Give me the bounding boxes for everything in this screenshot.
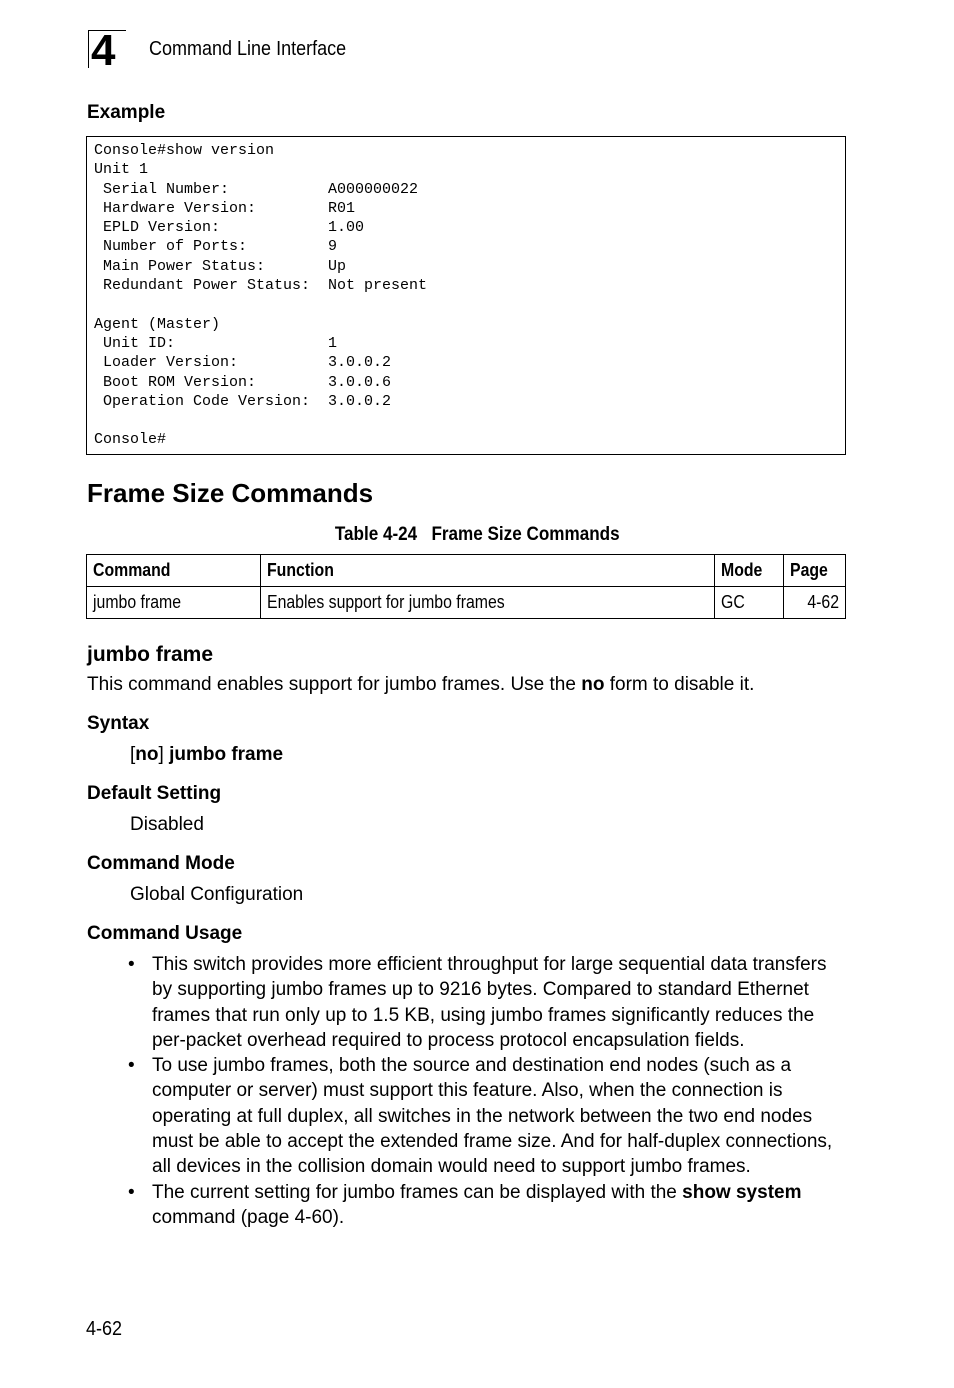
table-cell-mode: GC xyxy=(715,587,784,619)
table-header-command: Command xyxy=(87,555,261,587)
command-usage-list xyxy=(128,952,848,1230)
example-heading: Example xyxy=(87,102,166,123)
page-header xyxy=(88,26,488,75)
chapter-number: 4 xyxy=(88,30,126,68)
table-caption: Table 4-24 Frame Size Commands xyxy=(334,524,620,545)
table-header-mode: Mode xyxy=(715,555,784,587)
command-mode-heading: Command Mode xyxy=(87,853,235,874)
table-row xyxy=(87,587,846,619)
list-item: • The current setting for jumbo frames can be displayed with the show system command (page 4-60). xyxy=(128,1181,802,1228)
console-example: Console#show version Unit 1 Serial Number: A000000022 Hardware Version: R01 EPLD Version: 1.00 Number of Ports: 9 Main Power Status: Up Redundant Power Status: Not present Agent (Master) Unit ID: 1 Loader Version: 3.0.0.2 Boot ROM Version: 3.0.0.6 Operation Code Version: 3.0.0.2 Console# xyxy=(86,136,846,455)
command-mode-value: Global Configuration xyxy=(130,884,304,905)
table-cell-page: 4-62 xyxy=(784,587,846,619)
list-item: • To use jumbo frames, both the source and destination end nodes (such as a computer or server) must support this feature. Also, when the connection is operating at full duplex, all switches in the network between the two end nodes must be able to accept the extended frame size. And for half-duplex connections, all devices in the collision domain would need to support jumbo frames. xyxy=(128,1055,833,1178)
command-description: This command enables support for jumbo frames. Use the no form to disable it. xyxy=(87,674,755,695)
table-cell-function: Enables support for jumbo frames xyxy=(260,587,714,619)
table-header-function: Function xyxy=(260,555,714,587)
chapter-title: Command Line Interface xyxy=(149,38,347,60)
page-number: 4-62 xyxy=(86,1318,123,1340)
list-item: • This switch provides more efficient throughput for large sequential data transfers by supporting jumbo frames up to 9216 bytes. Compared to standard Ethernet frames that run only up to 1.5 KB, using jumbo frames significantly reduces the per-packet overhead required to process protocol encapsulation fields. xyxy=(128,954,827,1051)
command-usage-heading: Command Usage xyxy=(87,923,243,944)
default-setting-value: Disabled xyxy=(130,814,204,835)
default-setting-heading: Default Setting xyxy=(87,783,222,804)
table-cell-command: jumbo frame xyxy=(87,587,261,619)
table-header-row xyxy=(87,555,846,587)
frame-size-commands-table xyxy=(86,554,846,619)
syntax-line: [no] jumbo frame xyxy=(130,744,284,765)
command-name-heading: jumbo frame xyxy=(87,643,214,666)
section-title: Frame Size Commands xyxy=(87,478,374,508)
syntax-heading: Syntax xyxy=(87,713,150,734)
table-header-page: Page xyxy=(784,555,846,587)
